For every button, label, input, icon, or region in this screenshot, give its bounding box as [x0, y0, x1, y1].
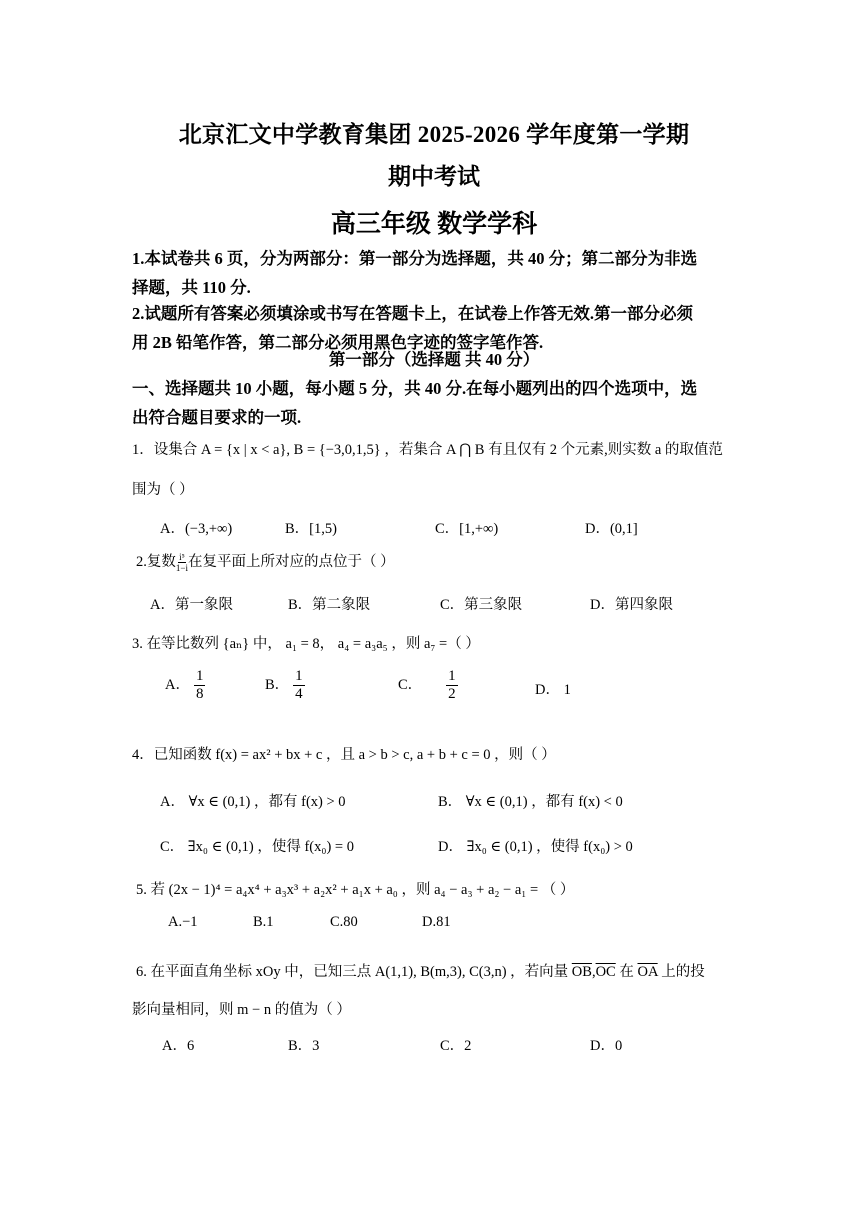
question-3-option-a — [165, 668, 205, 703]
vector-separator: , — [591, 964, 596, 980]
question-3-stem: 3. 在等比数列 {aₙ} 中， a₁ = 8， a₄ = a₃a₅ ，则 a₇ =（ ） — [132, 636, 480, 652]
instruction-1-line-2: 择题，共 110 分. — [132, 278, 251, 297]
question-6-stem-part-b: 在 — [615, 964, 638, 980]
section-heading: 第一部分（选择题 共 40 分） — [328, 350, 540, 369]
question-6-stem-part-a: 6. 在平面直角坐标 xOy 中，已知三点 A(1,1), B(m,3), C(3,n) ，若向量 — [136, 964, 572, 980]
question-3-option-c-denominator: 2 — [448, 686, 456, 702]
question-3-option-b-label: B． — [265, 676, 290, 693]
question-6-option-c: C．2 — [440, 1038, 472, 1054]
question-2-fraction-numerator: i⁵ — [179, 552, 185, 563]
question-6-stem-line-1 — [136, 960, 746, 981]
question-1-option-a: A．(−3,+∞) — [160, 521, 233, 537]
question-6-option-a: A．6 — [162, 1038, 195, 1054]
question-3-option-d: D． 1 — [535, 682, 571, 698]
question-2-option-c: C．第三象限 — [440, 597, 523, 613]
section-intro-line-2: 出符合题目要求的一项. — [132, 408, 302, 427]
vector-oc: $\overline{OC}$ — [595, 964, 616, 980]
question-4-option-b: B． ∀x ∈ (0,1) ，都有 f(x) < 0 — [438, 794, 623, 810]
section-intro — [132, 374, 738, 432]
question-2-stem-suffix: 在复平面上所对应的点位于（ ） — [187, 554, 395, 570]
question-4-option-d: D． ∃x₀ ∈ (0,1) ，使得 f(x₀) > 0 — [438, 839, 633, 855]
question-1-option-c: C．[1,+∞) — [435, 521, 499, 537]
question-3-option-c — [398, 668, 458, 703]
instruction-1 — [132, 244, 738, 302]
question-3-option-a-numerator: 1 — [195, 668, 204, 684]
question-2-option-b: B．第二象限 — [288, 597, 371, 613]
question-2-fraction-denominator: 1−i — [175, 563, 188, 574]
question-2-option-d: D．第四象限 — [590, 597, 673, 613]
question-3-option-b-fraction — [293, 668, 305, 703]
question-6-stem-part-c: 上的投 — [657, 964, 705, 980]
question-5-option-c: C.80 — [330, 914, 358, 930]
question-3-option-b — [265, 668, 305, 703]
question-6-option-d: D．0 — [590, 1038, 623, 1054]
question-5-option-b: B.1 — [253, 914, 274, 930]
question-2-stem — [136, 550, 746, 573]
exam-title: 北京汇文中学教育集团 2025-2026 学年度第一学期 — [178, 122, 690, 147]
question-1-option-d: D．(0,1] — [585, 521, 638, 537]
question-6-stem-line-2: 影向量相同，则 m − n 的值为（ ） — [132, 1002, 351, 1018]
question-3-option-b-denominator: 4 — [295, 686, 303, 702]
exam-grade-subject: 高三年级 数学学科 — [330, 211, 538, 238]
question-2-fraction — [176, 552, 188, 573]
question-6-option-b: B．3 — [288, 1038, 320, 1054]
question-3-option-a-fraction — [194, 668, 206, 703]
instruction-2-line-1: 2.试题所有答案必须填涂或书写在答题卡上，在试卷上作答无效.第一部分必须 — [132, 304, 693, 323]
vector-ob: $\overline{OB}$ — [571, 964, 592, 980]
instruction-2-line-2: 用 2B 铅笔作答，第二部分必须用黑色字迹的签字笔作答. — [132, 333, 544, 352]
question-3-option-c-label: C． — [398, 676, 423, 693]
question-1-stem-line-2: 围为（ ） — [132, 482, 194, 498]
question-4-stem: 4．已知函数 f(x) = ax² + bx + c ，且 a > b > c, a + b + c = 0 ，则（ ） — [132, 747, 556, 763]
question-5-option-a: A.−1 — [168, 914, 198, 930]
question-1-option-b: B．[1,5) — [285, 521, 337, 537]
question-3-option-b-numerator: 1 — [295, 668, 303, 684]
vector-oa: $\overline{OA}$ — [637, 964, 658, 980]
question-3-option-c-numerator: 1 — [448, 668, 456, 684]
instruction-1-line-1: 1.本试卷共 6 页，分为两部分：第一部分为选择题，共 40 分；第二部分为非选 — [132, 249, 698, 268]
question-5-option-d: D.81 — [422, 914, 451, 930]
question-4-option-c: C． ∃x₀ ∈ (0,1) ，使得 f(x₀) = 0 — [160, 839, 354, 855]
question-2-option-a: A．第一象限 — [150, 597, 233, 613]
question-2-stem-prefix: 2.复数 — [136, 554, 176, 570]
question-3-option-a-denominator: 8 — [195, 686, 204, 702]
question-1-stem-line-1: 1．设集合 A = {x | x < a}, B = {−3,0,1,5} ，若集合 A ⋂ B 有且仅有 2 个元素,则实数 a 的取值范 — [132, 442, 723, 458]
question-3-option-a-label: A． — [165, 676, 190, 693]
question-4-option-a: A． ∀x ∈ (0,1) ，都有 f(x) > 0 — [160, 794, 346, 810]
section-intro-line-1: 一、选择题共 10 小题，每小题 5 分，共 40 分.在每小题列出的四个选项中，选 — [132, 379, 698, 398]
question-5-stem: 5. 若 (2x − 1)⁴ = a₄x⁴ + a₃x³ + a₂x² + a₁x + a₀ ，则 a₄ − a₃ + a₂ − a₁ = （ ） — [136, 882, 575, 898]
exam-subtitle: 期中考试 — [388, 164, 480, 189]
question-3-option-c-fraction — [446, 668, 458, 703]
